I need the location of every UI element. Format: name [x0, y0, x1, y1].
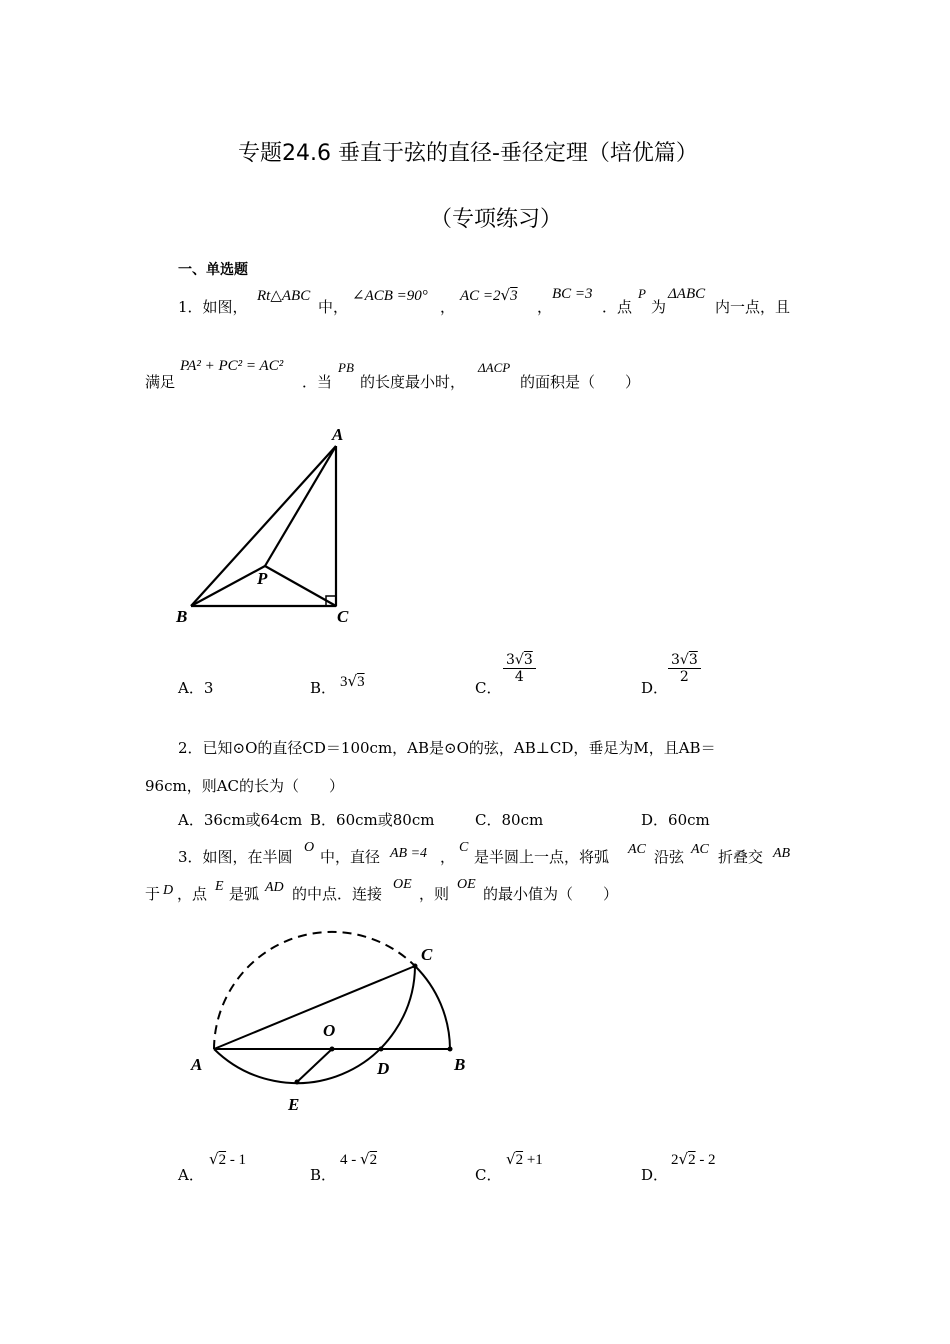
q3-point-b: [448, 1047, 453, 1052]
q2-line1: 2．已知⊙O的直径CD＝100cm，AB是⊙O的弦，AB⊥CD，垂足为M，且AB＝: [178, 739, 716, 757]
q1-line2-b: ．当: [302, 373, 333, 391]
q3-label-b: B: [454, 1055, 466, 1074]
q3-oe: OE: [393, 877, 412, 892]
q3-option-a[interactable]: A．: [178, 1166, 204, 1184]
q1-option-d[interactable]: D．: [641, 679, 669, 697]
q3-chord-ac-line: [214, 966, 415, 1049]
q3-chord-ac: AC: [691, 842, 709, 857]
q3-line2-d: 的中点．连接: [292, 885, 383, 903]
sqrt-icon: √: [209, 1150, 219, 1168]
q3-point-e: [295, 1080, 300, 1085]
q3-ab: AB: [773, 846, 791, 861]
q1-line1-a: 1．如图，: [178, 298, 248, 316]
q3-line1-e: 沿弦: [654, 848, 685, 866]
q1-option-a[interactable]: A．3: [178, 679, 214, 697]
q3-line2-a: 于: [145, 885, 161, 903]
q3-label-e: E: [288, 1095, 300, 1114]
q1-line1-g: 内一点，且: [715, 298, 791, 316]
q3-line1-d: 是半圆上一点，将弧: [474, 848, 610, 866]
q3-line1-b: 中，直径: [320, 848, 381, 866]
q3-label-a: A: [191, 1055, 203, 1074]
q3-option-c[interactable]: C．: [475, 1166, 502, 1184]
q3-option-d[interactable]: D．: [641, 1166, 669, 1184]
sqrt-icon: √: [360, 1150, 370, 1168]
q1-rt-triangle: Rt△ABC: [257, 288, 311, 304]
q1-equation: PA² + PC² = AC²: [180, 358, 284, 374]
q1-line2-d: 的面积是（ ）: [520, 373, 641, 391]
q2-option-c[interactable]: C．80cm: [475, 811, 544, 829]
q1-line1-b: 中，: [318, 298, 349, 316]
q1-bc-value: BC =3: [552, 286, 593, 302]
q3-c: C: [459, 840, 469, 855]
q1-option-c[interactable]: C．: [475, 679, 502, 697]
q1-pb: PB: [338, 360, 354, 375]
q2-option-a[interactable]: A．36cm或64cm: [178, 811, 303, 829]
q1-label-a: A: [332, 425, 344, 444]
q3-point-c: [413, 964, 418, 969]
q1-label-b: B: [176, 607, 188, 626]
q1-label-c: C: [337, 607, 349, 626]
sqrt-icon: √: [678, 1150, 689, 1168]
q3-line1-f: 折叠交: [718, 848, 764, 866]
q3-line1-c: ，: [440, 848, 456, 866]
q1-segment-bp: [191, 566, 265, 606]
sqrt-icon: √: [506, 1150, 516, 1168]
q1-line1-c: ，: [440, 298, 456, 316]
q1-line1-f: 为: [651, 298, 667, 316]
q1-option-d-fraction: $\frac{3√3}{2}$: [668, 652, 701, 685]
q3-point-d: [379, 1047, 384, 1052]
q2-option-b[interactable]: B．60cm或80cm: [310, 811, 435, 829]
sqrt-icon: √: [500, 286, 511, 304]
q1-option-c-fraction: $\frac{3√3}{4}$: [503, 652, 536, 685]
q3-option-c-value: √2 +1: [506, 1150, 543, 1168]
q1-angle: ∠ACB =90°: [352, 288, 428, 304]
q3-label-c: C: [421, 945, 433, 964]
q3-arc-cb: [415, 966, 450, 1049]
q1-label-p: P: [257, 569, 268, 588]
q3-label-o: O: [323, 1021, 336, 1040]
q3-dashed-arc: [214, 932, 415, 1049]
q2-option-d[interactable]: D．60cm: [641, 811, 710, 829]
q3-arc-ac: AC: [628, 842, 646, 857]
sqrt-icon: √: [347, 672, 358, 690]
q1-acp: ΔACP: [478, 360, 511, 375]
q1-line2-c: 的长度最小时，: [360, 373, 466, 391]
q1-option-b-value: 3√3: [340, 672, 365, 690]
q1-triangle: ΔABC: [668, 286, 706, 302]
q3-oe-2: OE: [457, 877, 476, 892]
q3-o: O: [304, 840, 315, 855]
q1-triangle-figure: [170, 420, 370, 630]
q3-label-d: D: [377, 1059, 390, 1078]
q3-d: D: [163, 883, 174, 898]
q3-line2-c: 是弧: [229, 885, 260, 903]
q3-semicircle-figure: [185, 920, 475, 1120]
q1-line2-a: 满足: [145, 373, 176, 391]
q3-line2-f: 的最小值为（ ）: [483, 885, 619, 903]
q1-option-b[interactable]: B．: [310, 679, 337, 697]
q3-option-a-value: √2 - 1: [209, 1150, 247, 1168]
q3-line1-a: 3．如图，在半圆: [178, 848, 293, 866]
q3-segment-oe: [297, 1049, 332, 1082]
q1-segment-ap: [265, 446, 336, 566]
q3-e: E: [215, 879, 224, 894]
q1-ac-value: AC =2√3: [460, 286, 518, 304]
q3-ab-value: AB =4: [390, 846, 428, 861]
q3-option-d-value: 2√2 - 2: [671, 1150, 716, 1168]
q1-line1-e: ．点: [602, 298, 633, 316]
q3-line2-e: ，则: [419, 885, 450, 903]
section-heading: 一、单选题: [178, 262, 248, 278]
sqrt-icon: √: [514, 652, 524, 668]
q3-option-b[interactable]: B．: [310, 1166, 337, 1184]
q3-option-b-value: 4 - √2: [340, 1150, 378, 1168]
sqrt-icon: √: [679, 652, 689, 668]
q1-point-p: P: [638, 286, 646, 301]
q3-arc-ad: AD: [265, 880, 284, 895]
q3-line2-b: ，点: [177, 885, 208, 903]
page-subtitle: （专项练习）: [430, 207, 563, 232]
q2-line2: 96cm，则AC的长为（ ）: [145, 777, 345, 795]
q3-point-o: [330, 1047, 335, 1052]
q1-line1-d: ，: [537, 298, 553, 316]
page-title: 专题24.6 垂直于弦的直径-垂径定理（培优篇）: [238, 141, 698, 166]
